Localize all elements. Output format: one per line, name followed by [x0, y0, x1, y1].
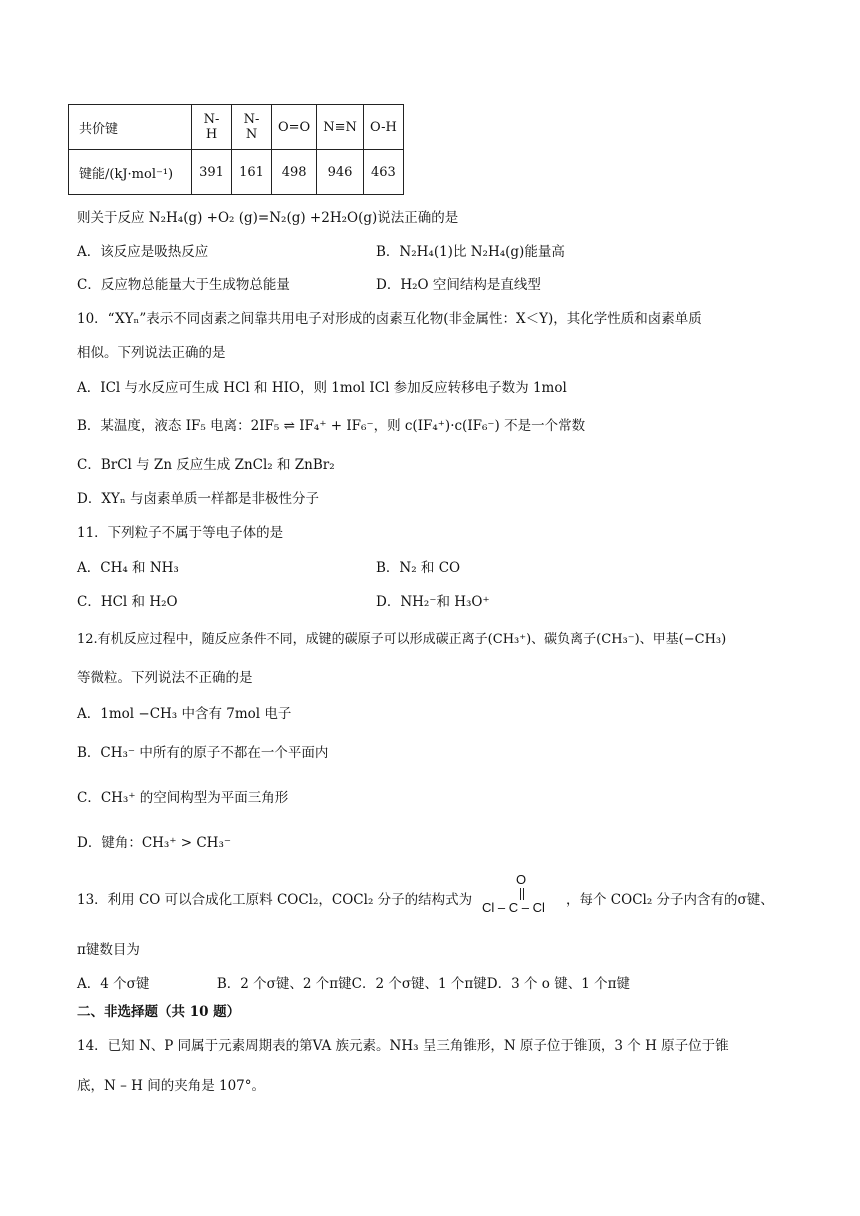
question-stem: 10．“XYₙ”表示不同卤素之间靠共用电子对形成的卤素互化物(非金属性：X＜Y)，其化学性质和卤素单质 [77, 311, 702, 327]
table-cell: 946 [317, 150, 364, 195]
options-row: A．4 个σ键 B．2 个σ键、2 个π键C．2 个σ键、1 个π键D．3 个 o 键、1 个π键 [77, 976, 630, 992]
table-cell: 498 [272, 150, 317, 195]
table-row [69, 150, 404, 195]
table-cell: N-H [192, 105, 232, 150]
option-d: D．NH₂⁻和 H₃O⁺ [376, 594, 490, 610]
oxygen-atom-label: O [516, 872, 527, 887]
table-cell: 463 [363, 150, 403, 195]
question-stem: 则关于反应 N₂H₄(g) +O₂ (g)=N₂(g) +2H₂O(g)说法正确的是 [77, 210, 459, 226]
option-a: A．CH₄ 和 NH₃ [77, 560, 179, 576]
option-c: C．BrCl 与 Zn 反应生成 ZnCl₂ 和 ZnBr₂ [77, 457, 335, 473]
option-a: A．ICl 与水反应可生成 HCl 和 HIO，则 1mol ICl 参加反应转移电子数为 1mol [77, 380, 567, 396]
question-stem-cont: 相似。下列说法正确的是 [77, 345, 226, 361]
option-b: B．N₂H₄(1)比 N₂H₄(g)能量高 [376, 244, 565, 260]
table-cell: 共价键 [69, 105, 192, 150]
double-bond-line [523, 888, 525, 900]
table-cell: 391 [192, 150, 232, 195]
table-cell: O-H [363, 105, 403, 150]
double-bond-line [520, 888, 522, 900]
chain-label: Cl – C – Cl [482, 900, 545, 915]
section-heading: 二、非选择题（共 10 题） [77, 1004, 241, 1020]
table-cell: N≡N [317, 105, 364, 150]
option-c: C．HCl 和 H₂O [77, 594, 178, 610]
question-stem: 11．下列粒子不属于等电子体的是 [77, 525, 284, 541]
option-c: C．CH₃⁺ 的空间构型为平面三角形 [77, 790, 289, 806]
bond-energy-table [68, 104, 404, 195]
question-stem-cont: π键数目为 [77, 942, 140, 958]
question-stem: 14．已知 N、P 同属于元素周期表的第VA 族元素。NH₃ 呈三角锥形，N 原子位于锥顶，3 个 H 原子位于锥 [77, 1038, 729, 1054]
option-d: D．键角：CH₃⁺ > CH₃⁻ [77, 835, 231, 851]
option-b: B．CH₃⁻ 中所有的原子不都在一个平面内 [77, 745, 329, 761]
table-cell: N-N [232, 105, 272, 150]
table-cell: 161 [232, 150, 272, 195]
question-stem: 12.有机反应过程中，随反应条件不同，成键的碳原子可以形成碳正离子(CH₃⁺)、碳负离子(CH₃⁻)、甲基(−CH₃) [77, 632, 727, 647]
table-cell: O=O [272, 105, 317, 150]
option-b: B．N₂ 和 CO [376, 560, 461, 576]
question-stem-cont: 等微粒。下列说法不正确的是 [77, 670, 253, 686]
option-d: D．H₂O 空间结构是直线型 [376, 277, 541, 293]
table-row [69, 105, 404, 150]
option-b: B．某温度，液态 IF₅ 电离：2IF₅ ⇌ IF₄⁺ + IF₆⁻，则 c(IF₄⁺)·c(IF₆⁻) 不是一个常数 [77, 418, 586, 434]
cocl2-structure-diagram [482, 872, 562, 920]
question-stem: 13．利用 CO 可以合成化工原料 COCl₂，COCl₂ 分子的结构式为 [77, 892, 473, 908]
option-a: A．1mol −CH₃ 中含有 7mol 电子 [77, 706, 292, 722]
question-stem-cont: ，每个 COCl₂ 分子内含有的σ键、 [566, 892, 774, 908]
table-cell: 键能/(kJ·mol⁻¹) [69, 150, 192, 195]
question-stem-cont: 底，N – H 间的夹角是 107°。 [77, 1078, 266, 1094]
option-c: C．反应物总能量大于生成物总能量 [77, 277, 290, 293]
option-d: D．XYₙ 与卤素单质一样都是非极性分子 [77, 491, 319, 507]
option-a: A．该反应是吸热反应 [77, 244, 209, 260]
